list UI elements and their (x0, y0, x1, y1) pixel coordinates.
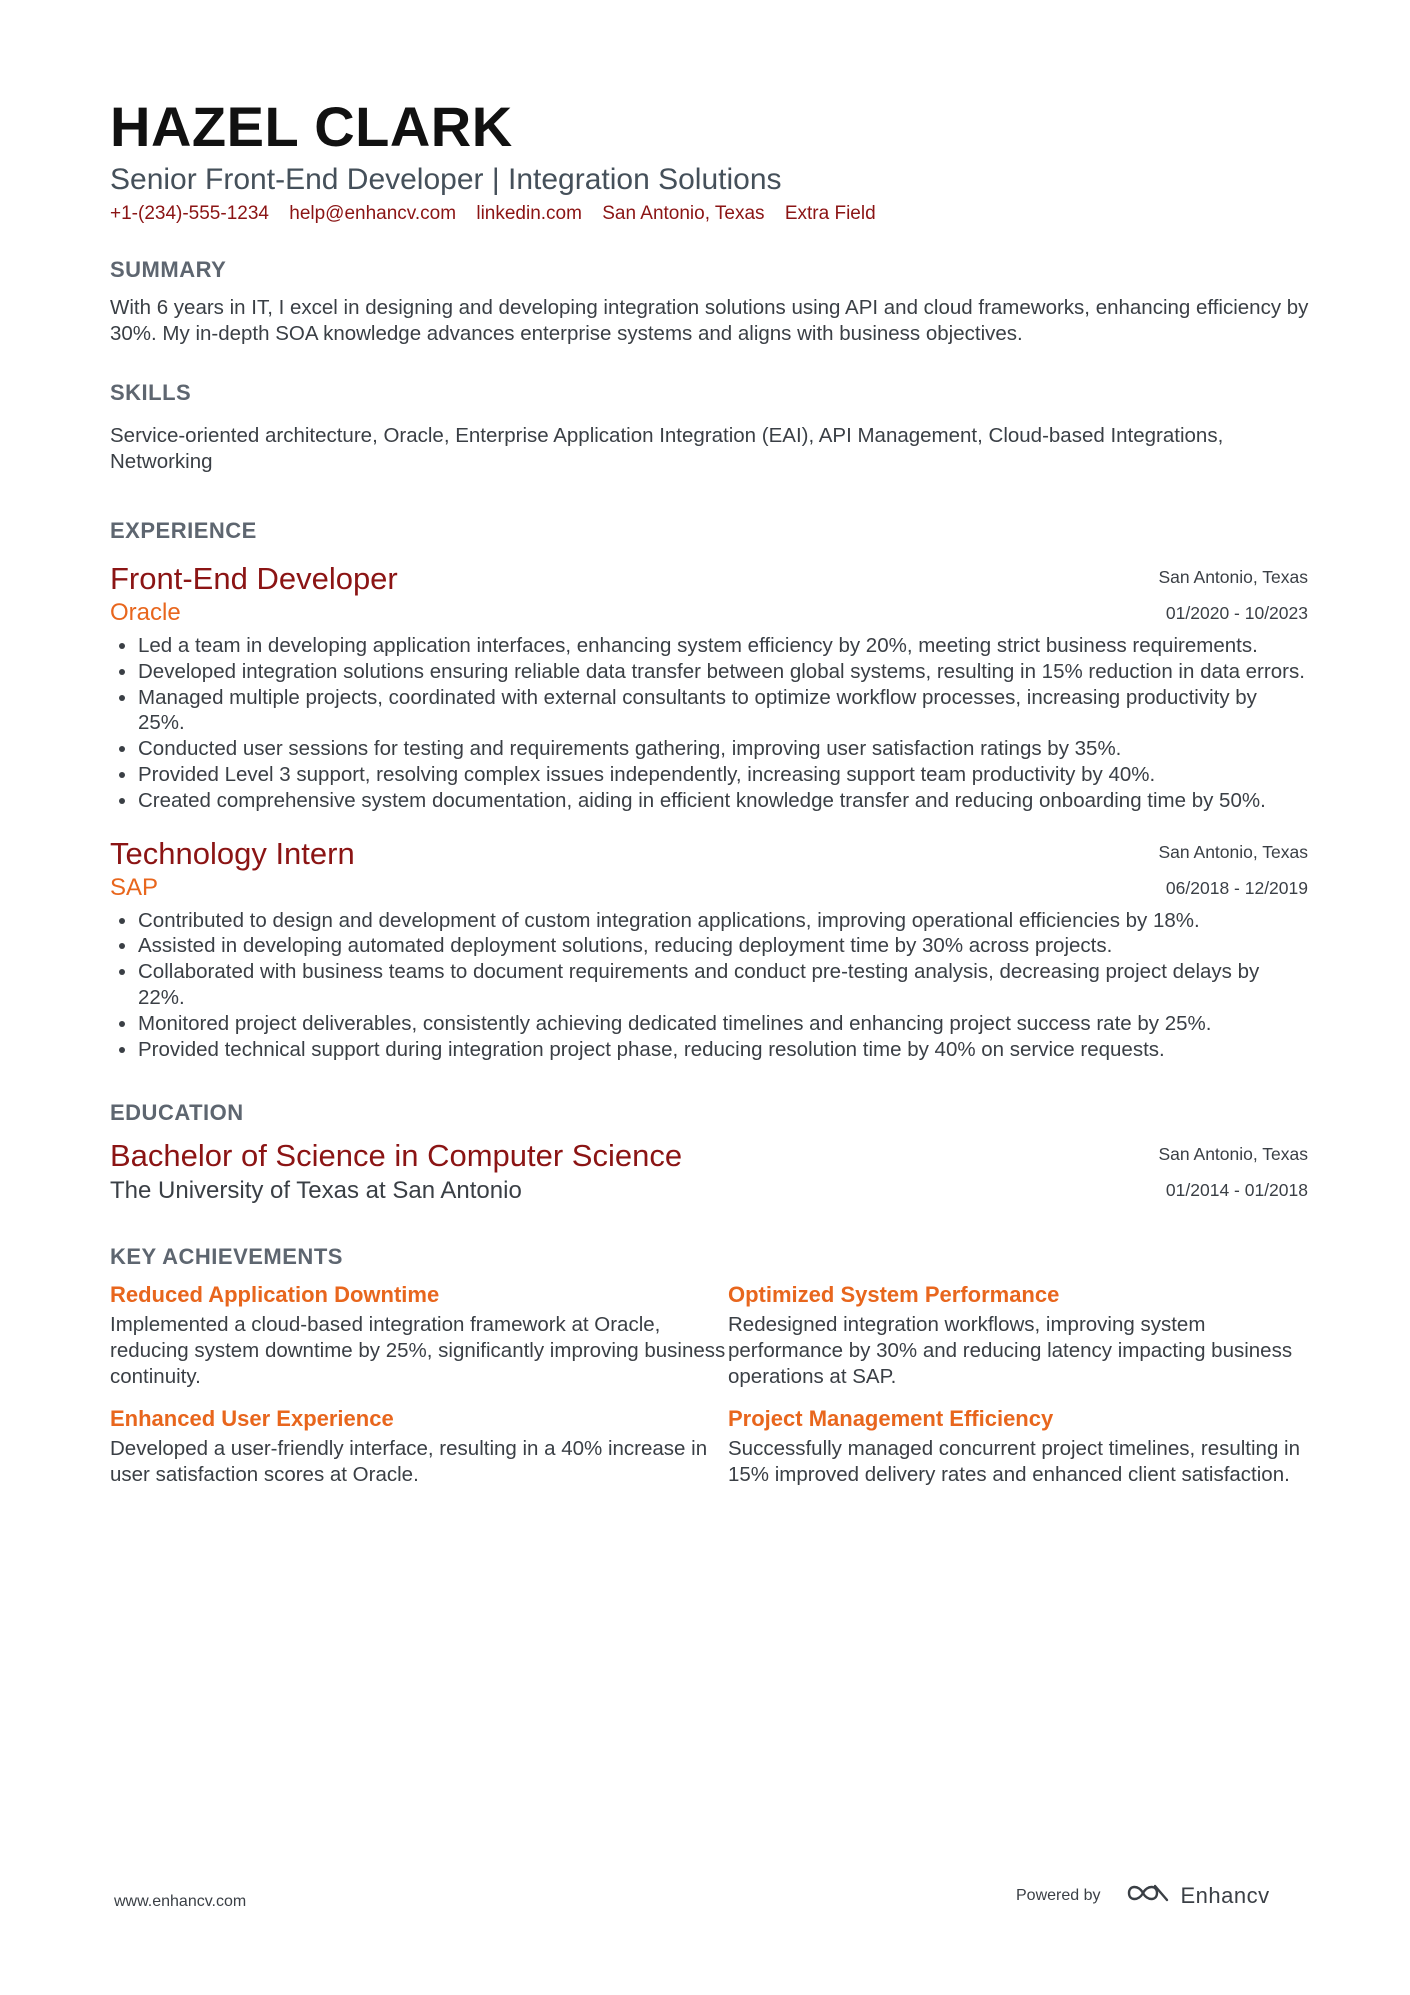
footer-website[interactable]: www.enhancv.com (114, 1893, 247, 1910)
job-bullets (110, 633, 1308, 814)
list-item: • Assisted in developing automated deployment solutions, reducing deployment time by 30% across projects. (138, 933, 1308, 959)
job-location: San Antonio, Texas (1158, 567, 1308, 587)
job-role: Front-End Developer (110, 561, 398, 596)
achievement-title: Optimized System Performance (728, 1282, 1060, 1308)
enhancv-brand-text: Enhancv (1180, 1882, 1270, 1908)
experience-entry (110, 559, 1308, 814)
education-section (110, 1100, 1308, 1206)
achievement-title: Project Management Efficiency (728, 1405, 1054, 1431)
candidate-title: Senior Front-End Developer | Integration Solutions (110, 163, 782, 196)
education-dates: 01/2014 - 01/2018 (1165, 1180, 1308, 1201)
job-bullets (110, 908, 1308, 1063)
education-heading: EDUCATION (110, 1100, 244, 1126)
summary-text: With 6 years in IT, I excel in designing and developing integration solutions using API and cloud frameworks, enhancing efficiency by 30%. My in-depth SOA knowledge advances enterprise systems and aligns with business objectives. (110, 296, 1309, 345)
contact-phone[interactable]: +1-(234)-555-1234 (110, 203, 269, 224)
achievement-desc: Implemented a cloud-based integration framework at Oracle, reducing system downtime by 25%, significantly improving business continuity. (110, 1313, 726, 1388)
list-item: • Developed integration solutions ensuring reliable data transfer between global systems, resulting in 15% reduction in data errors. (138, 659, 1308, 685)
achievements-grid (110, 1280, 1308, 1487)
school-name: The University of Texas at San Antonio (110, 1177, 522, 1205)
skills-text: Service-oriented architecture, Oracle, Enterprise Application Integration (EAI), API Management, Cloud-based Integrations, Networking (110, 424, 1224, 473)
list-item: • Created comprehensive system documentation, aiding in efficient knowledge transfer and reducing onboarding time by 50%. (138, 788, 1308, 814)
experience-section (110, 518, 1308, 1062)
powered-by-label: Powered by (1016, 1886, 1101, 1904)
job-dates: 06/2018 - 12/2019 (1165, 877, 1308, 898)
skills-heading: SKILLS (110, 380, 192, 405)
list-item: • Contributed to design and development of custom integration applications, improving operational efficiencies by 18%. (138, 908, 1308, 934)
education-entry (110, 1136, 1308, 1206)
candidate-name: HAZEL CLARK (110, 95, 513, 158)
resume-page (110, 95, 1308, 1487)
list-item: • Monitored project deliverables, consistently achieving dedicated timelines and enhancing project success rate by 25%. (138, 1011, 1308, 1037)
achievements-section (110, 1244, 1308, 1487)
education-location: San Antonio, Texas (1158, 1144, 1308, 1165)
achievement-title: Reduced Application Downtime (110, 1282, 440, 1308)
job-dates: 01/2020 - 10/2023 (1165, 603, 1308, 623)
achievement-desc: Developed a user-friendly interface, resulting in a 40% increase in user satisfaction scores at Oracle. (110, 1436, 708, 1486)
summary-heading: SUMMARY (110, 257, 227, 282)
degree-title: Bachelor of Science in Computer Science (110, 1138, 683, 1174)
footer-powered-by[interactable] (1016, 1880, 1270, 1911)
experience-entry (110, 834, 1308, 1063)
job-meta (1158, 559, 1308, 631)
achievement-desc: Redesigned integration workflows, improving system performance by 30% and reducing latency impacting business operations at SAP. (728, 1313, 1293, 1388)
achievement-desc: Successfully managed concurrent project timelines, resulting in 15% improved delivery rates and enhanced client satisfaction. (728, 1436, 1300, 1486)
list-item: • Led a team in developing application interfaces, enhancing system efficiency by 20%, meeting strict business requirements. (138, 633, 1308, 659)
list-item: • Provided Level 3 support, resolving complex issues independently, increasing support team productivity by 40%. (138, 762, 1308, 788)
job-meta (1158, 834, 1308, 906)
contact-location: San Antonio, Texas (602, 203, 765, 224)
job-company: SAP (110, 873, 159, 901)
job-location: San Antonio, Texas (1158, 841, 1308, 862)
list-item: • Managed multiple projects, coordinated with external consultants to optimize workflow processes, increasing productivity by 25%. (138, 685, 1308, 737)
list-item: • Collaborated with business teams to document requirements and conduct pre-testing analysis, decreasing project delays by 22%. (138, 959, 1308, 1011)
list-item: • Provided technical support during integration project phase, reducing resolution time by 40% on service requests. (138, 1037, 1308, 1063)
experience-heading: EXPERIENCE (110, 518, 257, 543)
contact-email[interactable]: help@enhancv.com (289, 203, 457, 224)
skills-section (110, 380, 1308, 475)
education-meta (1158, 1136, 1308, 1208)
contact-linkedin[interactable]: linkedin.com (476, 203, 582, 224)
achievement-item (728, 1404, 1308, 1488)
achievement-item (728, 1280, 1308, 1389)
achievement-item (110, 1280, 728, 1389)
achievement-title: Enhanced User Experience (110, 1405, 394, 1431)
summary-section (110, 257, 1308, 347)
achievement-item (110, 1404, 728, 1488)
contact-bar (110, 201, 1308, 227)
job-role: Technology Intern (110, 835, 355, 871)
achievements-heading: KEY ACHIEVEMENTS (110, 1244, 343, 1270)
list-item: • Conducted user sessions for testing and requirements gathering, improving user satisfaction ratings by 35%. (138, 736, 1308, 762)
enhancv-logo-icon (1125, 1880, 1171, 1911)
job-company: Oracle (110, 599, 181, 626)
contact-extra-field: Extra Field (784, 203, 876, 224)
